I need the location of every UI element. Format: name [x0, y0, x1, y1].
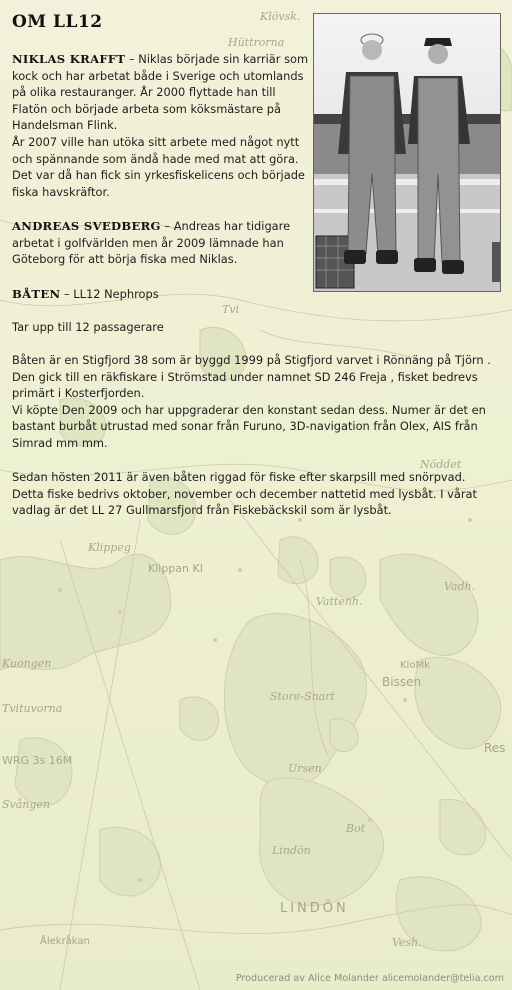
boat-name: BÅTEN	[12, 287, 61, 301]
niklas-name: NIKLAS KRAFFT	[12, 52, 126, 66]
map-label-tvi: Tvi	[222, 303, 240, 316]
boat-p1-line-4: Vi köpte Den 2009 och har uppgraderar den konstant sedan dess. Numer är det en	[12, 402, 486, 417]
map-label-vattenh: Vattenh.	[316, 595, 363, 608]
footer-credit: Producerad av Alice Molander alicemolander@telia.com	[235, 973, 504, 984]
page-title: OM LL12	[12, 12, 103, 32]
niklas-paragraph	[12, 51, 312, 200]
map-label-res: Res	[484, 741, 506, 755]
map-label-tvituvorna: Tvituvorna	[2, 702, 63, 715]
boat-p1-line-2: Den gick till en räkfiskare i Strömstad under namnet SD 246 Freja , fisket bedrevs	[12, 369, 478, 384]
map-label-wrg: WRG 3s 16M	[2, 754, 73, 767]
map-label-klippeg: Klippeg	[88, 541, 131, 554]
boat-p1-line-1: Båten är en Stigfjord 38 som är byggd 1999 på Stigfjord varvet i Rönnäng på Tjörn .	[12, 353, 491, 367]
map-label-store-snart: Store-Snart	[270, 690, 335, 703]
boat-p1-line-6: Simrad mm mm.	[12, 435, 108, 450]
map-label-kuongen: Kuongen	[2, 657, 52, 670]
andreas-name: ANDREAS SVEDBERG	[12, 219, 161, 233]
boat-p2-line-2: Detta fiske bedrivs oktober, november och december nattetid med lysbåt. I vårat	[12, 486, 477, 501]
niklas-line-3: på olika restauranger. År 2000 flyttade han till	[12, 85, 276, 100]
boat-p2-line-1: Sedan hösten 2011 är även båten riggad för fiske efter skarpsill med snörpvad.	[12, 470, 466, 484]
andreas-line-3: Göteborg för att börja fiska med Niklas.	[12, 252, 238, 267]
map-label-vadh: Vadh.	[444, 580, 476, 593]
map-label-alekrakan: Ålekråkan	[40, 936, 90, 947]
niklas-line-4: Flatön och började arbeta som köksmästare på	[12, 101, 281, 116]
boat-p2-line-3: vadlag är det LL 27 Gullmarsfjord från Fiskebäckskil som är lysbåt.	[12, 503, 392, 518]
fishermen-photo-image	[314, 14, 500, 291]
niklas-line-2: kock och har arbetat både i Sverige och utomlands	[12, 68, 304, 83]
fishermen-photo	[313, 13, 501, 292]
boat-paragraph-1	[12, 352, 508, 452]
map-label-klomk: KloMk	[400, 660, 430, 671]
niklas-line-7: och spännande som ändå hade med mat att göra.	[12, 151, 299, 166]
map-label-klovsk: Klövsk.	[260, 10, 301, 23]
map-label-ursen: Ursen	[288, 762, 322, 775]
boat-model: – LL12 Nephrops	[60, 287, 159, 301]
niklas-line-9: fiska havskräftor.	[12, 184, 110, 199]
niklas-line-1: – Niklas började sin karriär som	[125, 52, 309, 66]
map-label-huttrorna: Hüttrorna	[228, 36, 285, 49]
andreas-line-1: – Andreas har tidigare	[160, 219, 291, 233]
map-label-bot: Bot	[346, 822, 366, 835]
map-label-lindon: LINDÖN	[280, 901, 349, 916]
boat-heading	[12, 286, 312, 303]
boat-passengers: Tar upp till 12 passagerare	[12, 320, 164, 334]
boat-p1-line-3: primärt i Kosterfjorden.	[12, 386, 145, 401]
niklas-line-6: År 2007 ville han utöka sitt arbete med något nytt	[12, 134, 300, 149]
niklas-line-5: Handelsman Flink.	[12, 118, 118, 133]
andreas-paragraph	[12, 218, 312, 268]
map-label-lindon-small: Lindön	[272, 844, 311, 857]
map-label-bissen: Bissen	[382, 675, 422, 689]
map-label-klippan: Klippan Kl	[148, 562, 203, 575]
boat-p1-line-5: bastant burbåt utrustad med sonar från Furuno, 3D-navigation från Olex, AIS från	[12, 419, 478, 434]
map-label-svangen: Svången	[2, 798, 51, 811]
andreas-line-2: arbetat i golfvärlden men år 2009 lämnade han	[12, 235, 284, 250]
boat-paragraph-2	[12, 469, 508, 519]
map-label-noddet: Nöddet	[420, 458, 462, 471]
niklas-line-8: Det var då han fick sin yrkesfiskelicens och började	[12, 168, 305, 183]
map-label-vesh: Vesh.	[392, 936, 422, 949]
